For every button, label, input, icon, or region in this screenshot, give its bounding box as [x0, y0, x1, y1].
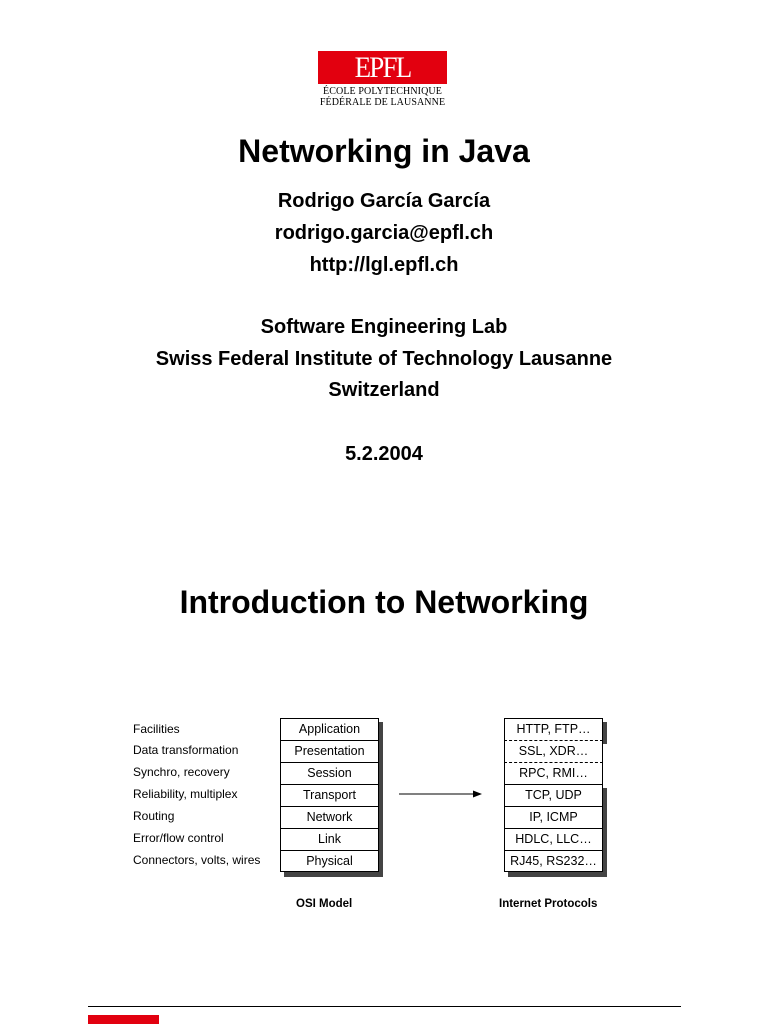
country: Switzerland: [328, 379, 440, 401]
intro-title: Introduction to Networking: [179, 584, 589, 620]
author-name: Rodrigo García García: [277, 190, 491, 212]
lab-name: Software Engineering Lab: [260, 316, 508, 338]
osi-layer-physical: Physical: [280, 850, 379, 872]
osi-stack: [280, 718, 379, 872]
slide-title: Networking in Java: [238, 133, 530, 169]
epfl-logo-mark: EPFL: [318, 51, 447, 84]
function-label: Data transformation: [133, 743, 239, 757]
protocol-layer-network: IP, ICMP: [504, 806, 603, 828]
epfl-logo: [318, 51, 447, 108]
logo-line-2: FÉDÉRALE DE LAUSANNE: [319, 97, 446, 108]
osi-caption: OSI Model: [296, 898, 353, 910]
osi-layer-session: Session: [280, 762, 379, 784]
protocol-layer-presentation: SSL, XDR…: [504, 740, 603, 762]
internet-protocol-stack: [504, 718, 603, 872]
function-label: Synchro, recovery: [133, 765, 230, 779]
osi-layer-link: Link: [280, 828, 379, 850]
osi-layer-application: Application: [280, 718, 379, 740]
function-label: Connectors, volts, wires: [133, 853, 261, 867]
logo-line-1: ÉCOLE POLYTECHNIQUE: [323, 86, 442, 97]
osi-layer-transport: Transport: [280, 784, 379, 806]
protocol-layer-transport: TCP, UDP: [504, 784, 603, 806]
function-label: Routing: [133, 809, 175, 823]
osi-layer-presentation: Presentation: [280, 740, 379, 762]
protocol-layer-physical: RJ45, RS232…: [504, 850, 603, 872]
protocol-layer-application: HTTP, FTP…: [504, 718, 603, 740]
protocol-layer-link: HDLC, LLC…: [504, 828, 603, 850]
footer-divider: [88, 1006, 681, 1007]
internet-caption: Internet Protocols: [499, 898, 598, 910]
lab-url: http://lgl.epfl.ch: [309, 254, 459, 276]
protocol-layer-session: RPC, RMI…: [504, 762, 603, 784]
author-email: rodrigo.garcia@epfl.ch: [274, 222, 494, 244]
function-label: Facilities: [133, 722, 180, 736]
mapping-arrow: [398, 788, 484, 800]
institute-name: Swiss Federal Institute of Technology Lausanne: [155, 348, 613, 370]
date: 5.2.2004: [345, 443, 423, 465]
osi-layer-network: Network: [280, 806, 379, 828]
footer-epfl-logo: [88, 1015, 159, 1024]
function-label: Reliability, multiplex: [133, 787, 238, 801]
function-label: Error/flow control: [133, 831, 224, 845]
